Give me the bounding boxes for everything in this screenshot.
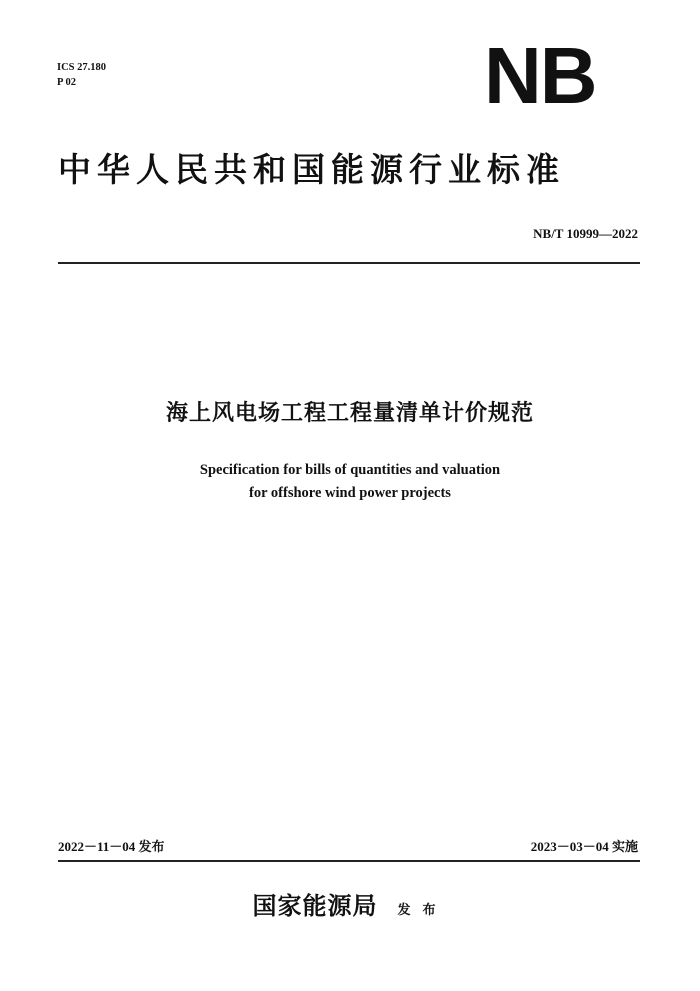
top-divider [58, 262, 640, 264]
issue-date: 2022－11－04 发布 [58, 839, 165, 854]
title-chinese: 海上风电场工程工程量清单计价规范 [165, 401, 534, 426]
implementation-date: 2023－03－04 实施 [530, 839, 638, 854]
title-english-line2: for offshore wind power projects [249, 485, 451, 501]
bottom-divider [58, 860, 640, 862]
title-english-line1: Specification for bills of quantities and valuation [199, 462, 501, 478]
ccs-code: P 02 [57, 77, 76, 88]
issuer-action: 发布 [397, 903, 448, 918]
ics-code: ICS 27.180 [57, 62, 107, 73]
classification-codes [57, 60, 106, 90]
nb-logo: NB [484, 31, 596, 120]
standard-number: NB/T 10999—2022 [533, 226, 638, 241]
issuer-block [0, 886, 700, 921]
standard-authority: 中华人民共和国能源行业标准 [58, 150, 565, 189]
issuer-name: 国家能源局 [252, 892, 378, 920]
